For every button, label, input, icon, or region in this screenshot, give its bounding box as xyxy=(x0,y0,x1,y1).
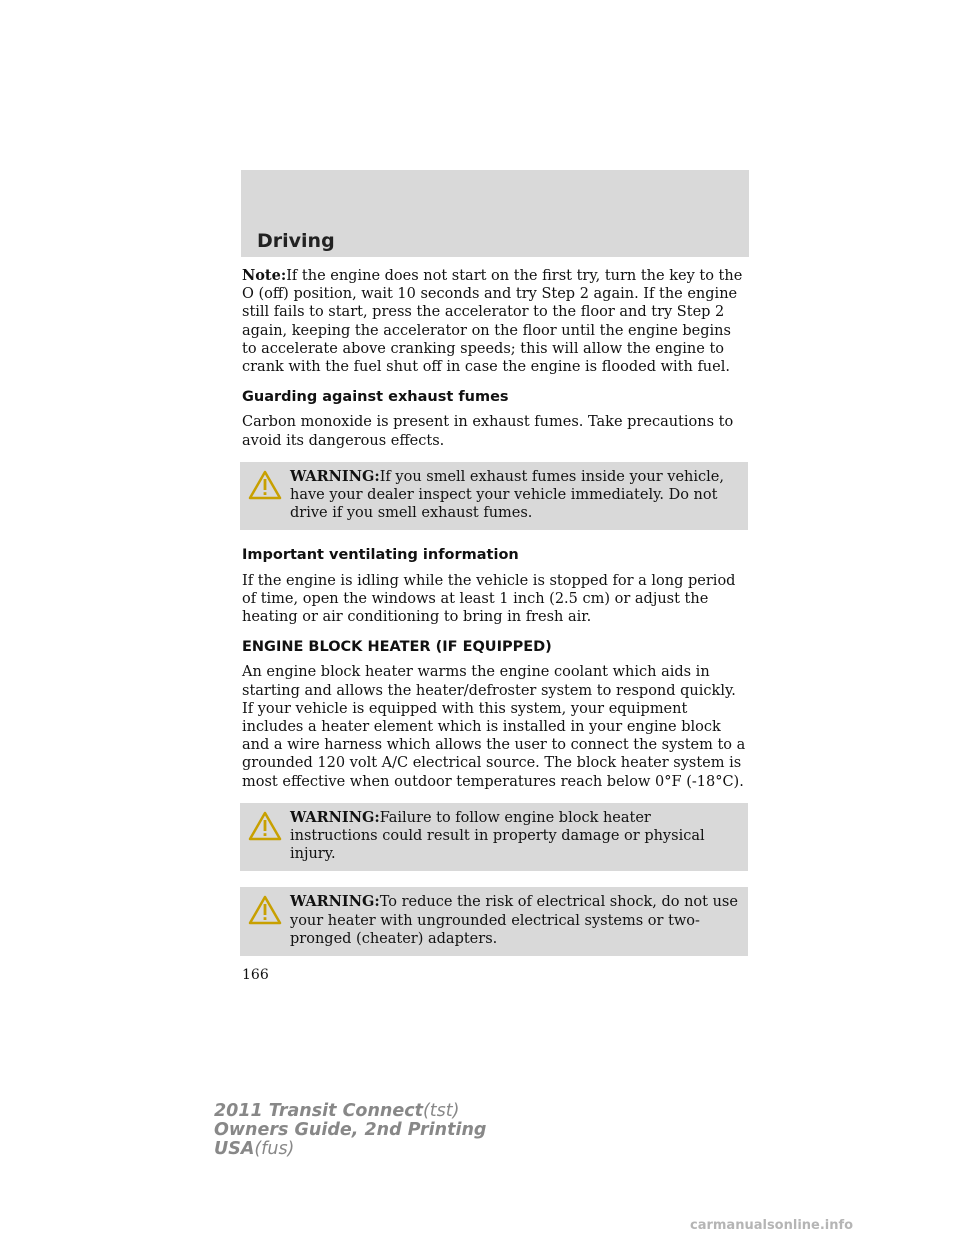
document-footer xyxy=(214,1102,486,1159)
watermark: carmanualsonline.info xyxy=(690,1218,854,1233)
warning-body: If you smell exhaust fumes inside your vehicle, have your dealer inspect your vehicle immediately. Do not drive if you xyxy=(290,468,724,522)
warning-text xyxy=(244,893,740,948)
warning-body-rest: smell exhaust fumes. xyxy=(377,505,533,522)
section-header xyxy=(241,170,749,257)
exhaust-paragraph: Carbon monoxide is present in exhaust fumes. Take precautions to avoid its dangerous effects. xyxy=(242,414,734,449)
warning-label: WARNING: xyxy=(290,893,380,911)
section-title: Driving xyxy=(257,230,335,252)
page-content xyxy=(242,267,748,972)
warning-label: WARNING: xyxy=(290,808,380,826)
warning-triangle-icon xyxy=(248,895,282,925)
warning-label: WARNING: xyxy=(290,467,380,485)
footer-market-code: (fus) xyxy=(254,1139,295,1159)
ventilating-heading: Important ventilating information xyxy=(242,547,519,564)
warning-triangle-icon xyxy=(248,470,282,500)
footer-model: 2011 Transit Connect xyxy=(214,1101,423,1121)
warning-text xyxy=(244,468,740,523)
warning-box-block-heater xyxy=(240,803,748,872)
warning-body: Failure to follow engine block heater instructions could result in property damage or physical injury. xyxy=(290,809,705,863)
warning-box-electrical xyxy=(240,887,748,956)
block-heater-heading: ENGINE BLOCK HEATER (IF EQUIPPED) xyxy=(242,639,552,656)
warning-text xyxy=(244,809,740,864)
note-text: If the engine does not start on the first try, turn the key to the O (off) position, wait 10 seconds and try Step 2 again. If the engine still fails to start, press the accelerator to the floor and try Step 2 again, keeping the accelerator on the floor until the engine begins to accelerate above cranking speeds; this will allow the engine to crank with the fuel shut off in case the engine is flooded with fuel. xyxy=(242,268,743,376)
page-number: 166 xyxy=(242,967,269,983)
warning-body: To reduce the risk of electrical shock, do not use your heater with ungrounded electrical systems or two-pronged xyxy=(290,894,738,947)
note-paragraph xyxy=(242,267,748,376)
block-heater-paragraph: An engine block heater warms the engine coolant which aids in starting and allows the heater/defroster system to respond quickly. If your vehicle is equipped with this system, your equipment includes a heater element which is installed in your engine block and a wire harness which allows the user to connect the system to a grounded 120 volt A/C electrical source. The block heater system is most effective when outdoor temperatures reach below 0°F (-18°C). xyxy=(242,664,746,790)
footer-market: USA xyxy=(214,1139,255,1159)
footer-model-code: (tst) xyxy=(422,1101,460,1121)
ventilating-paragraph: If the engine is idling while the vehicle is stopped for a long period of time, open the windows at least 1 inch (2.5 cm) or adjust the heating or air conditioning to bring in fresh air. xyxy=(242,572,736,626)
note-label: Note: xyxy=(242,267,287,284)
warning-body-rest: (cheater) adapters. xyxy=(356,930,498,947)
exhaust-heading: Guarding against exhaust fumes xyxy=(242,389,509,406)
warning-box-exhaust xyxy=(240,462,748,531)
warning-triangle-icon xyxy=(248,811,282,841)
footer-guide: Owners Guide, 2nd Printing xyxy=(214,1120,487,1140)
